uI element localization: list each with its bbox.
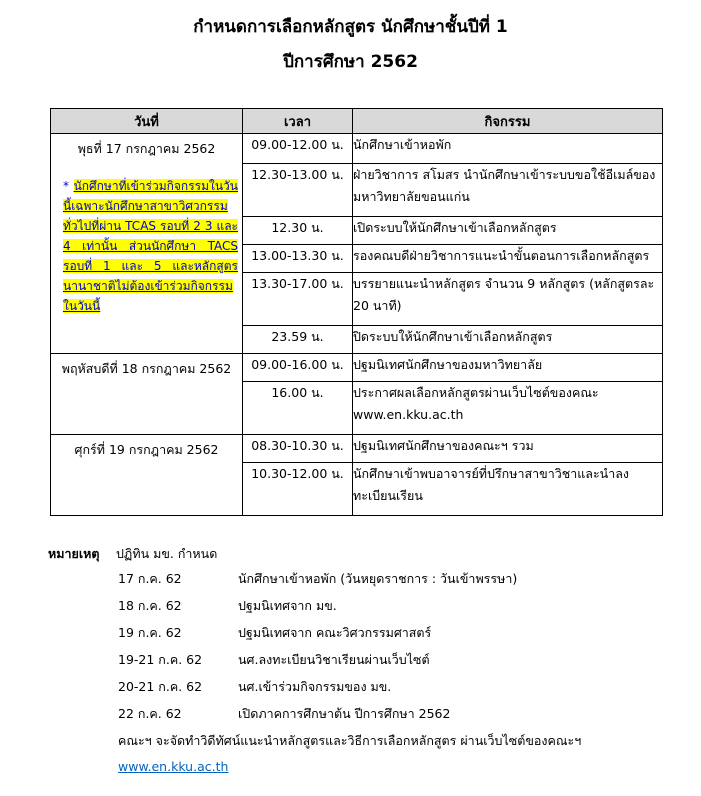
header-time: เวลา	[243, 109, 353, 134]
table-header-row	[51, 109, 663, 134]
remark-intro: ปฏิทิน มข. กำหนด	[116, 546, 218, 561]
schedule-table	[50, 108, 663, 516]
day-cell	[51, 435, 243, 516]
remark-text: นศ.ลงทะเบียนวิชาเรียนผ่านเว็บไซต์	[238, 652, 430, 667]
remark-date: 20-21 ก.ค. 62	[118, 679, 203, 694]
day-note	[63, 176, 238, 316]
remark-date: 17 ก.ค. 62	[118, 571, 182, 586]
activity-cell: บรรยายแนะนำหลักสูตร จำนวน 9 หลักสูตร (หลักสูตรละ 20 นาที)	[353, 273, 663, 326]
time-cell: 09.00-12.00 น.	[243, 134, 353, 164]
remark-date: 18 ก.ค. 62	[118, 598, 182, 613]
time-cell: 08.30-10.30 น.	[243, 435, 353, 463]
activity-cell: รองคณบดีฝ่ายวิชาการแนะนำขั้นตอนการเลือกหลักสูตร	[353, 245, 663, 273]
activity-cell: เปิดระบบให้นักศึกษาเข้าเลือกหลักสูตร	[353, 217, 663, 245]
remark-label: หมายเหตุ	[48, 546, 100, 561]
time-cell: 13.00-13.30 น.	[243, 245, 353, 273]
remark-section	[48, 544, 218, 564]
remark-footer: คณะฯ จะจัดทำวิดีทัศน์แนะนำหลักสูตรและวิธีการเลือกหลักสูตร ผ่านเว็บไซต์ของคณะฯ	[118, 733, 582, 748]
table-row	[51, 134, 663, 164]
header-activity: กิจกรรม	[353, 109, 663, 134]
day-date: พุธที่ 17 กรกฎาคม 2562	[77, 141, 216, 156]
header-date: วันที่	[51, 109, 243, 134]
remark-date: 19-21 ก.ค. 62	[118, 652, 203, 667]
activity-cell: นักศึกษาเข้าหอพัก	[353, 134, 663, 164]
time-cell: 12.30 น.	[243, 217, 353, 245]
time-cell: 23.59 น.	[243, 326, 353, 354]
page-subtitle: ปีการศึกษา 2562	[283, 52, 418, 72]
day-cell	[51, 354, 243, 435]
website-link[interactable]: www.en.kku.ac.th	[118, 759, 229, 774]
time-cell: 12.30-13.00 น.	[243, 164, 353, 217]
remark-text: เปิดภาคการศึกษาต้น ปีการศึกษา 2562	[238, 706, 451, 721]
activity-cell: ประกาศผลเลือกหลักสูตรผ่านเว็บไซต์ของคณะ www.en.kku.ac.th	[353, 382, 663, 435]
note-star: *	[63, 179, 74, 193]
table-row	[51, 435, 663, 463]
time-cell: 09.00-16.00 น.	[243, 354, 353, 382]
activity-cell: ปฐมนิเทศนักศึกษาของคณะฯ รวม	[353, 435, 663, 463]
day-date: ศุกร์ที่ 19 กรกฎาคม 2562	[74, 442, 219, 457]
page-title: กำหนดการเลือกหลักสูตร นักศึกษาชั้นปีที่ 1	[193, 17, 508, 37]
activity-cell: ฝ่ายวิชาการ สโมสร นำนักศึกษาเข้าระบบขอใช้อีเมล์ของมหาวิทยาลัยขอนแก่น	[353, 164, 663, 217]
note-text: นักศึกษาที่เข้าร่วมกิจกรรมในวันนี้เฉพาะนักศึกษาสาขาวิศวกรรมทั่วไปที่ผ่าน TCAS รอบที่ 2 3 และ 4 เท่านั้น ส่วนนักศึกษา TACS รอบที่ 1 และ 5 และหลักสูตรนานาชาติไม่ต้องเข้าร่วมกิจกรรมในวันนี้	[63, 179, 238, 313]
remark-date: 22 ก.ค. 62	[118, 706, 182, 721]
activity-cell: นักศึกษาเข้าพบอาจารย์ที่ปรึกษาสาขาวิชาและนำลงทะเบียนเรียน	[353, 463, 663, 516]
time-cell: 16.00 น.	[243, 382, 353, 435]
day-cell	[51, 134, 243, 354]
remark-date: 19 ก.ค. 62	[118, 625, 182, 640]
remark-text: ปฐมนิเทศจาก มข.	[238, 598, 337, 613]
remark-text: ปฐมนิเทศจาก คณะวิศวกรรมศาสตร์	[238, 625, 432, 640]
day-date: พฤหัสบดีที่ 18 กรกฎาคม 2562	[61, 361, 232, 376]
time-cell: 13.30-17.00 น.	[243, 273, 353, 326]
time-cell: 10.30-12.00 น.	[243, 463, 353, 516]
table-row	[51, 354, 663, 382]
remark-text: นักศึกษาเข้าหอพัก (วันหยุดราชการ : วันเข้าพรรษา)	[238, 571, 518, 586]
remark-text: นศ.เข้าร่วมกิจกรรมของ มข.	[238, 679, 392, 694]
activity-cell: ปฐมนิเทศนักศึกษาของมหาวิทยาลัย	[353, 354, 663, 382]
activity-cell: ปิดระบบให้นักศึกษาเข้าเลือกหลักสูตร	[353, 326, 663, 354]
